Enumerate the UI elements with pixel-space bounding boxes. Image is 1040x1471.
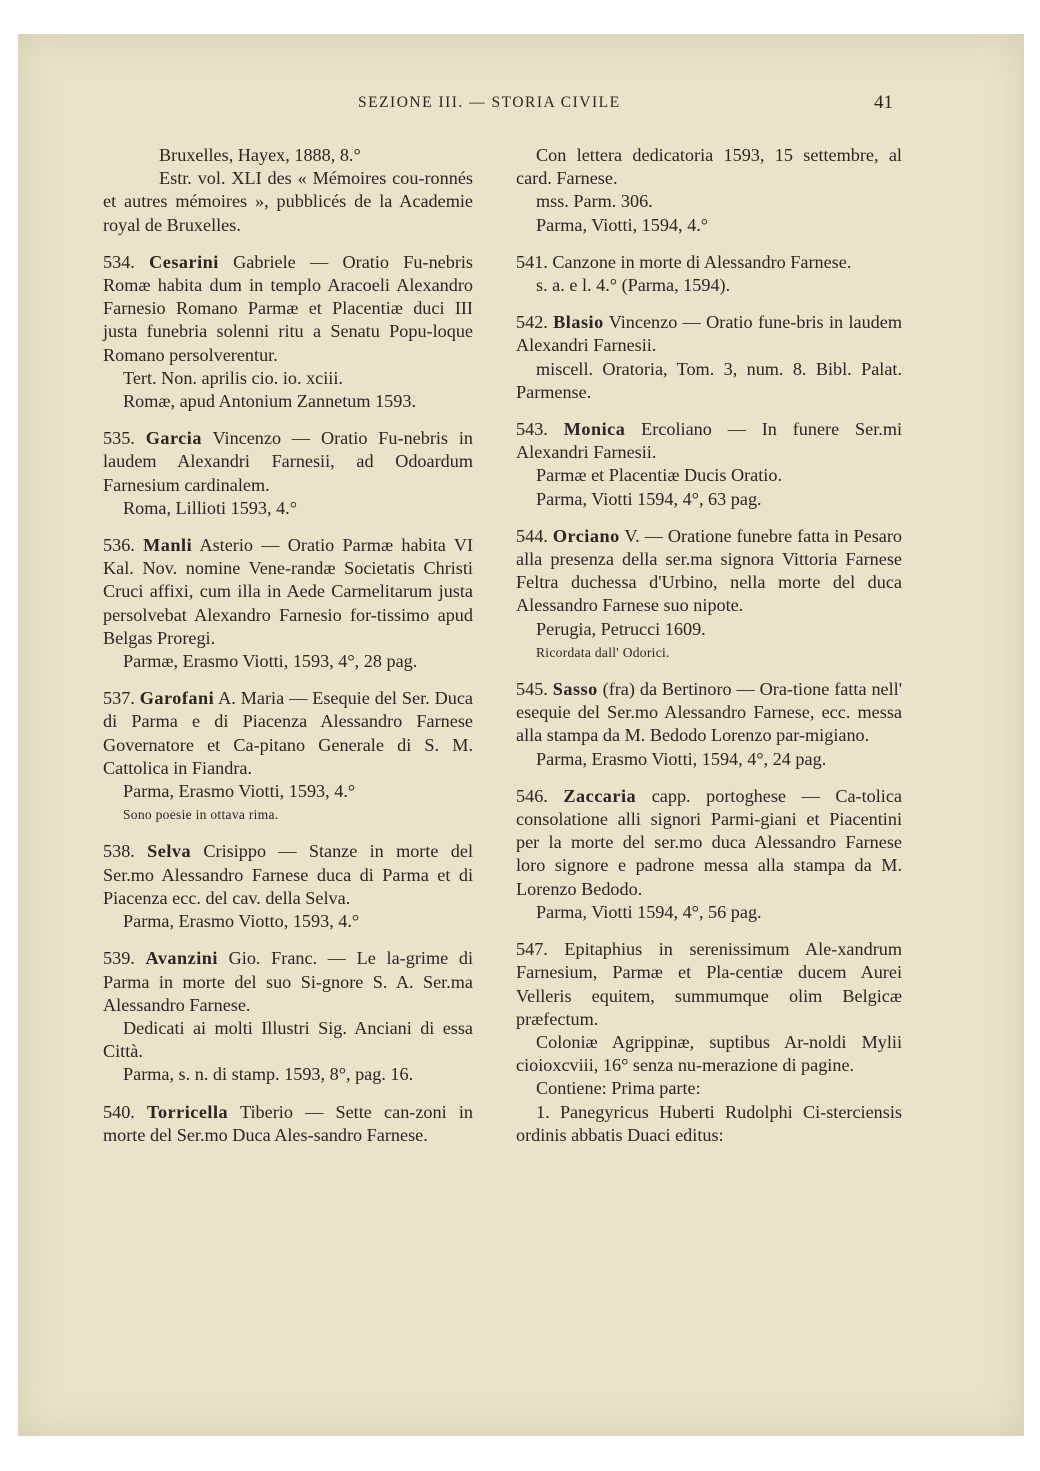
- entry-detail: Contiene: Prima parte:: [536, 1078, 701, 1099]
- continued-entry: [516, 144, 902, 237]
- entry-number: 536.: [103, 535, 135, 556]
- page-header: [18, 92, 1024, 120]
- entry-number: 538.: [103, 841, 135, 862]
- entry-detail: Parma, Erasmo Viotto, 1593, 4.°: [123, 911, 360, 932]
- entry-author: Garofani: [139, 688, 215, 709]
- entry-title: Vincenzo — Oratio fune-bris in laudem Alexandri Farnesii.: [516, 312, 902, 356]
- entry-title: Canzone in morte di Alessandro Farnese.: [552, 251, 852, 272]
- entry-heading: [103, 840, 473, 910]
- entry-number: 545.: [516, 679, 548, 700]
- entry-number: 544.: [516, 525, 548, 546]
- entry-number: 537.: [103, 688, 135, 709]
- entry-author: Orciano: [552, 525, 620, 546]
- entry-title: V. — Oratione funebre fatta in Pesaro alla presenza della ser.ma signora Vittoria Farnese Feltra duchessa d'Urbino, nella morte del duca Alessandro Farnese suo nipote.: [516, 525, 903, 616]
- entry-detail: Perugia, Petrucci 1609.: [536, 618, 706, 639]
- left-column: [103, 144, 473, 1161]
- continued-entry: [103, 144, 473, 237]
- entry-number: 534.: [103, 251, 135, 272]
- entry-title: Gio. Franc. — Le la-grime di Parma in morte del suo Si-gnore S. A. Ser.ma Alessandro Farnese.: [103, 948, 474, 1015]
- entry-title: Crisippo — Stanze in morte del Ser.mo Alessandro Farnese duca di Parma et di Piacenza ecc. del cav. della Selva.: [103, 841, 474, 908]
- entry-title: Vincenzo — Oratio Fu-nebris in laudem Alexandri Farnesii, ad Odoardum Farnesium cardinalem.: [103, 428, 474, 495]
- left-entry-list: [103, 251, 473, 1147]
- entry-title: Gabriele — Oratio Fu-nebris Romæ habita dum in templo Aracoeli Alexandro Farnesio Romano Parmæ et Placentiæ duci III justa funebria solenni ritu a Senatu Popu-loque Romano persolverentur.: [103, 251, 474, 365]
- book-page: [18, 34, 1024, 1436]
- entry-title: Asterio — Oratio Parmæ habita VI Kal. Nov. nomine Vene-randæ Societatis Christi Cruci affixi, cum illa in Aede Carmelitarum justa persolvebat Alexandro Farnesio for-tissimo apud Belgas Proregi.: [103, 535, 474, 648]
- continued-note: Estr. vol. XLI des « Mémoires cou-ronnés et autres mémoires », pubblicés de la Academie royal de Bruxelles.: [103, 168, 473, 235]
- bibliography-entry: [516, 311, 902, 404]
- entry-heading: [516, 311, 902, 357]
- entry-detail: Parma, s. n. di stamp. 1593, 8°, pag. 16.: [123, 1064, 414, 1085]
- entry-heading: [516, 525, 902, 618]
- entry-heading: [103, 427, 473, 497]
- entry-number: 543.: [516, 419, 548, 440]
- entry-detail: Parma, Viotti 1594, 4°, 63 pag.: [536, 488, 762, 509]
- entry-heading: [103, 947, 473, 1017]
- entry-detail: Parma, Viotti 1594, 4°, 56 pag.: [536, 901, 762, 922]
- entry-detail: 1. Panegyricus Huberti Rudolphi Ci-sterciensis ordinis abbatis Duaci editus:: [516, 1101, 902, 1145]
- continued-imprint: Bruxelles, Hayex, 1888, 8.°: [159, 145, 361, 165]
- entry-heading: [516, 251, 902, 274]
- entry-author: Blasio: [553, 312, 604, 333]
- continued-ms: mss. Parm. 306.: [536, 191, 653, 212]
- entry-detail: Parmæ et Placentiæ Ducis Oratio.: [536, 465, 782, 486]
- entry-detail: s. a. e l. 4.° (Parma, 1594).: [536, 275, 731, 296]
- entry-detail: miscell. Oratoria, Tom. 3, num. 8. Bibl. Palat. Parmense.: [516, 358, 902, 402]
- entry-number: 542.: [516, 312, 548, 333]
- right-entry-list: [516, 251, 902, 1147]
- continued-imprint: Parma, Viotti, 1594, 4.°: [536, 214, 709, 235]
- entry-title: Tiberio — Sette can-zoni in morte del Ser.mo Duca Ales-sandro Farnese.: [103, 1101, 474, 1145]
- entry-title: Epitaphius in serenissimum Ale-xandrum Farnesium, Parmæ et Pla-centiæ ducem Aurei Velleris equitem, summumque olim Belgicæ præfectum.: [516, 939, 902, 1029]
- entry-number: 535.: [103, 428, 135, 449]
- entry-heading: [103, 534, 473, 650]
- entry-author: Torricella: [147, 1101, 229, 1122]
- bibliography-entry: [103, 947, 473, 1086]
- bibliography-entry: [103, 1101, 473, 1147]
- right-column: [516, 144, 902, 1161]
- entry-author: Zaccaria: [563, 785, 637, 806]
- bibliography-entry: [516, 418, 902, 511]
- entry-detail: Parma, Erasmo Viotti, 1593, 4.°: [123, 781, 356, 802]
- bibliography-entry: [103, 427, 473, 520]
- running-title: SEZIONE III. — STORIA CIVILE: [358, 94, 621, 111]
- entry-author: Garcia: [145, 428, 202, 449]
- entry-number: 539.: [103, 948, 135, 969]
- entry-title: capp. portoghese — Ca-tolica consolatione alli signori Parmi-giani et Piacentini per la morte del ser.mo duca Alessandro Farnese loro signore e padrone messa alla stampa da M. Lorenzo Bedodo.: [516, 785, 903, 899]
- bibliography-entry: [103, 251, 473, 413]
- entry-heading: [516, 785, 902, 901]
- entry-detail: Roma, Lillioti 1593, 4.°: [123, 497, 297, 518]
- entry-detail: Dedicati ai molti Illustri Sig. Anciani di essa Città.: [103, 1017, 473, 1062]
- entry-title: (fra) da Bertinoro — Ora-tione fatta nell' esequie del Ser.mo Alessandro Farnese, ecc. messa alla stampa da M. Bedodo Lorenzo par-migiano.: [516, 679, 903, 746]
- entry-detail: Coloniæ Agrippinæ, suptibus Ar-noldi Mylii cioioxcviii, 16° senza nu-merazione di pagine.: [516, 1031, 902, 1076]
- bibliography-entry: [103, 534, 473, 673]
- bibliography-entry: [516, 938, 902, 1147]
- entry-heading: [103, 687, 473, 780]
- entry-author: Sasso: [552, 679, 598, 700]
- entry-number: 547.: [516, 939, 548, 960]
- entry-author: Cesarini: [149, 251, 219, 272]
- entry-number: 541.: [516, 251, 548, 272]
- entry-author: Monica: [563, 419, 626, 440]
- bibliography-entry: [516, 525, 902, 664]
- entry-heading: [516, 418, 902, 464]
- entry-title: A. Maria — Esequie del Ser. Duca di Parma e di Piacenza Alessandro Farnese Governatore et Ca-pitano Generale di S. M. Cattolica in Fiandra.: [103, 688, 474, 778]
- bibliography-entry: [516, 678, 902, 771]
- entry-heading: [516, 938, 902, 1031]
- entry-author: Avanzini: [145, 948, 218, 969]
- entry-heading: [103, 251, 473, 367]
- entry-heading: [516, 678, 902, 748]
- bibliography-entry: [516, 785, 902, 924]
- entry-note: Ricordata dall' Odorici.: [536, 644, 670, 660]
- bibliography-entry: [103, 840, 473, 933]
- entry-detail: Tert. Non. aprilis cio. io. xciii.: [123, 367, 343, 388]
- entry-note: Sono poesie in ottava rima.: [123, 807, 279, 823]
- entry-author: Manli: [143, 535, 193, 556]
- entry-detail: Parma, Erasmo Viotti, 1594, 4°, 24 pag.: [536, 748, 827, 769]
- entry-number: 540.: [103, 1101, 135, 1122]
- entry-detail: Romæ, apud Antonium Zannetum 1593.: [123, 391, 417, 412]
- continued-dedication: Con lettera dedicatoria 1593, 15 settembre, al card. Farnese.: [516, 145, 902, 189]
- entry-author: Selva: [147, 841, 192, 862]
- page-number: 41: [874, 92, 893, 113]
- entry-heading: [103, 1101, 473, 1147]
- bibliography-entry: [516, 251, 902, 297]
- entry-detail: Parmæ, Erasmo Viotti, 1593, 4°, 28 pag.: [123, 651, 418, 672]
- entry-title: Ercoliano — In funere Ser.mi Alexandri Farnesii.: [516, 419, 903, 463]
- bibliography-entry: [103, 687, 473, 826]
- entry-number: 546.: [516, 785, 548, 806]
